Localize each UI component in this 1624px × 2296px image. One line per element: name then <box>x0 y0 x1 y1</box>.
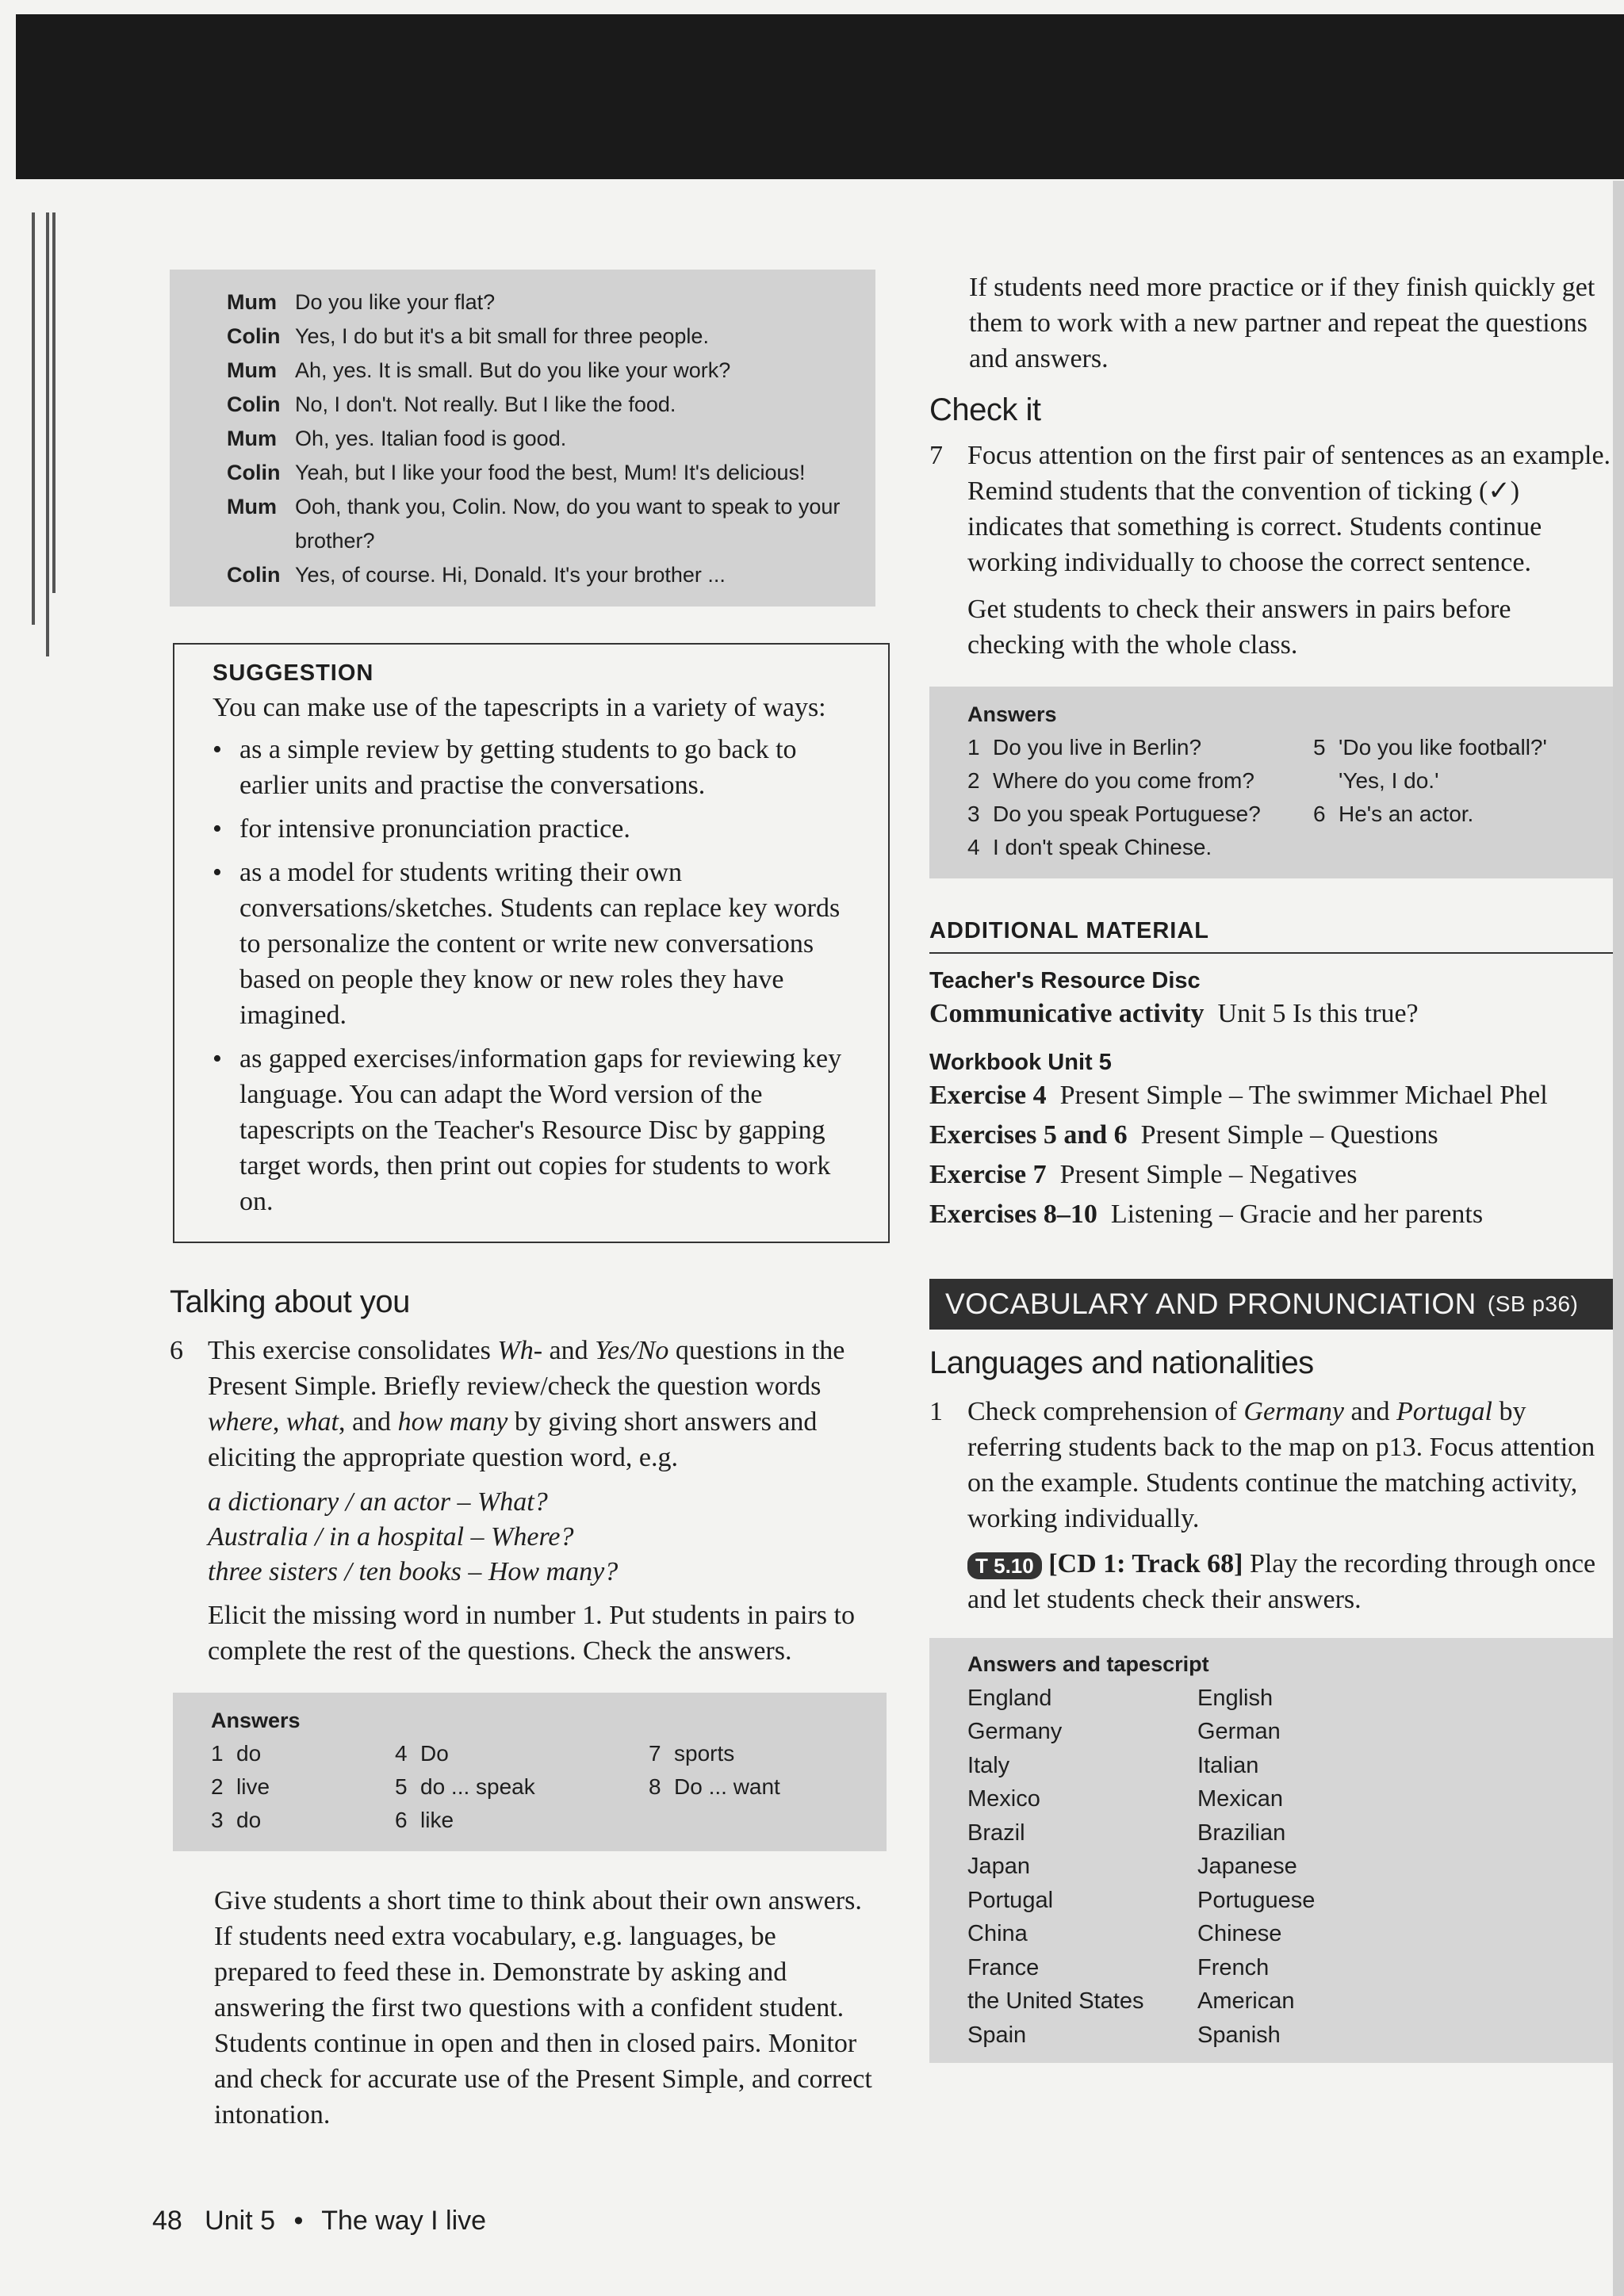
example-line: Australia / in a hospital – Where? <box>208 1522 574 1552</box>
nationality-name: German <box>1197 1719 1281 1744</box>
answers-heading: Answers <box>967 702 1057 726</box>
answer-number: 6 <box>1313 802 1326 826</box>
answer-text: like <box>420 1808 454 1832</box>
answer-number: 4 <box>967 835 980 859</box>
country-name: Portugal <box>967 1887 1054 1913</box>
footer-title: The way I live <box>321 2206 487 2236</box>
nationality-name: Brazilian <box>1197 1820 1286 1846</box>
dialogue-line <box>227 285 856 320</box>
answer-number: 6 <box>395 1808 408 1832</box>
answer-text: He's an actor. <box>1339 802 1474 826</box>
speaker-name: Mum <box>227 495 277 519</box>
page-number: 48 <box>152 2206 182 2236</box>
workbook-heading: Workbook Unit 5 <box>929 1050 1112 1075</box>
page-footer <box>152 2206 486 2237</box>
dialogue-line <box>227 456 856 490</box>
tapescript-dialogue <box>170 270 875 607</box>
dialogue-text: Ah, yes. It is small. But do you like your work? <box>295 358 731 382</box>
country-name: Mexico <box>967 1786 1040 1812</box>
answer-number: 1 <box>967 735 980 760</box>
answer-number: 8 <box>649 1774 661 1799</box>
answer-number: 5 <box>395 1774 408 1799</box>
exercise-1-text: Check comprehension of Germany and Portugal by referring students back to the map on p13. Focus attention on the example. Students continue the matching activity, working individually. <box>967 1397 1595 1533</box>
country-name: France <box>967 1954 1040 1980</box>
nationality-name: English <box>1197 1685 1274 1711</box>
answer-item <box>967 798 1313 831</box>
answer-number: 7 <box>649 1741 661 1766</box>
answer-text: live <box>236 1774 270 1799</box>
answer-item <box>395 1737 649 1770</box>
suggestion-box <box>173 643 890 1243</box>
answer-number: 5 <box>1313 735 1326 760</box>
additional-material-heading: ADDITIONAL MATERIAL <box>929 918 1613 954</box>
workbook-exercise <box>929 1076 1613 1115</box>
answer-text: do ... speak <box>420 1774 535 1799</box>
exercise-label: Exercise 7 <box>929 1160 1047 1189</box>
answer-text: Do ... want <box>674 1774 780 1799</box>
speaker-name: Colin <box>227 563 281 587</box>
footer-separator: • <box>293 2206 304 2236</box>
answer-item <box>395 1770 649 1804</box>
country-name: England <box>967 1685 1052 1711</box>
resource-disc-heading: Teacher's Resource Disc <box>929 968 1201 993</box>
dialogue-line <box>227 422 856 456</box>
speaker-name: Mum <box>227 427 277 450</box>
answer-item <box>967 731 1313 764</box>
page-top-band <box>0 0 1624 181</box>
page-edge-shadow <box>1613 181 1624 2296</box>
exercise-1-recording: T 5.10 [CD 1: Track 68] Play the recording through once and let students check their answers. <box>967 1549 1596 1614</box>
answer-item <box>1313 731 1594 764</box>
exercise-description: Present Simple – The swimmer Michael Phel <box>1059 1081 1548 1110</box>
languages-title: Languages and nationalities <box>929 1345 1314 1380</box>
exercise-description: Present Simple – Questions <box>1140 1120 1438 1150</box>
suggestion-intro: You can make use of the tapescripts in a variety of ways: <box>213 693 826 722</box>
left-column <box>170 270 875 2133</box>
right-column <box>929 270 1613 2063</box>
answer-number: 3 <box>211 1808 224 1832</box>
answer-text: 'Do you like football?' <box>1339 735 1547 760</box>
answer-text: do <box>236 1741 262 1766</box>
speaker-name: Colin <box>227 324 281 348</box>
dialogue-line <box>227 388 856 422</box>
answer-text: 'Yes, I do.' <box>1339 768 1439 793</box>
exercise-6-intro: This exercise consolidates Wh- and Yes/No questions in the Present Simple. Briefly review/check the question words where, what, and how many by giving short answers and eliciting the appropriate question word, e.g. <box>208 1336 845 1472</box>
answer-item <box>211 1770 395 1804</box>
suggestion-item: • for intensive pronunciation practice. <box>213 811 866 847</box>
country-name: Japan <box>967 1854 1031 1879</box>
answer-number <box>649 1804 674 1837</box>
country-name: Brazil <box>967 1820 1025 1846</box>
country-name: Germany <box>967 1719 1063 1744</box>
dialogue-text: Do you like your flat? <box>295 290 496 314</box>
exercise-description: Present Simple – Negatives <box>1059 1160 1358 1189</box>
answer-item <box>649 1804 868 1837</box>
exercise-number: 1 <box>929 1397 943 1426</box>
speaker-name: Colin <box>227 392 281 416</box>
dialogue-text: Ooh, thank you, Colin. Now, do you want to speak to your brother? <box>295 495 841 553</box>
communicative-activity: Communicative activity Unit 5 Is this true? <box>929 999 1419 1028</box>
exercise-label: Exercises 8–10 <box>929 1200 1097 1229</box>
workbook-exercises <box>929 1076 1613 1234</box>
answer-text: sports <box>674 1741 735 1766</box>
exercise-6 <box>170 1333 875 1669</box>
speaker-name: Mum <box>227 358 277 382</box>
answer-text: Do <box>420 1741 449 1766</box>
track-reference: [CD 1: Track 68] <box>1048 1549 1243 1578</box>
workbook-exercise <box>929 1115 1613 1155</box>
answer-text: I don't speak Chinese. <box>993 835 1212 859</box>
black-header-band <box>16 14 1624 179</box>
dialogue-line <box>227 490 856 558</box>
nationality-name: Mexican <box>1197 1786 1283 1812</box>
country-name: China <box>967 1921 1028 1946</box>
exercise-number: 7 <box>929 441 943 470</box>
nationality-name: Spanish <box>1197 2022 1281 2048</box>
answer-number: 2 <box>211 1774 224 1799</box>
vocabulary-banner <box>929 1279 1613 1330</box>
speaker-name: Colin <box>227 461 281 484</box>
answer-item <box>967 831 1313 864</box>
extra-practice-note: If students need more practice or if they finish quickly get them to work with a new partner and repeat the questions and answers. <box>969 273 1595 373</box>
example-list <box>208 1485 875 1590</box>
answer-item <box>1313 798 1594 831</box>
answer-number: 1 <box>211 1741 224 1766</box>
dialogue-text: No, I don't. Not really. But I like the food. <box>295 392 676 416</box>
answer-text: do <box>236 1808 262 1832</box>
binding-edge <box>0 181 63 2296</box>
answer-item <box>211 1737 395 1770</box>
answer-text: Where do you come from? <box>993 768 1254 793</box>
footer-unit: Unit 5 <box>205 2206 275 2236</box>
exercise-7 <box>929 438 1613 663</box>
answers-box-6 <box>173 1693 887 1851</box>
nationality-name: Japanese <box>1197 1854 1297 1879</box>
answer-item <box>649 1737 868 1770</box>
dialogue-line <box>227 558 856 592</box>
answer-item <box>1313 764 1594 798</box>
answer-text: Do you speak Portuguese? <box>993 802 1261 826</box>
dialogue-line <box>227 320 856 354</box>
answer-number: 3 <box>967 802 980 826</box>
answers-tapescript-box <box>929 1638 1613 2063</box>
answer-text: Do you live in Berlin? <box>993 735 1202 760</box>
workbook-exercise <box>929 1155 1613 1195</box>
suggestion-item: • as a simple review by getting students to go back to earlier units and practise the conversations. <box>213 732 866 803</box>
answer-item <box>967 764 1313 798</box>
check-it-title: Check it <box>929 392 1041 427</box>
dialogue-text: Yes, of course. Hi, Donald. It's your brother ... <box>295 563 726 587</box>
dialogue-line <box>227 354 856 388</box>
answers-box-7 <box>929 687 1613 878</box>
example-line: a dictionary / an actor – What? <box>208 1487 548 1517</box>
nationality-name: Chinese <box>1197 1921 1282 1946</box>
exercise-label: Exercise 4 <box>929 1081 1047 1110</box>
exercise-number: 6 <box>170 1336 183 1365</box>
answer-item <box>211 1804 395 1837</box>
country-name: Italy <box>967 1752 1010 1778</box>
country-name: Spain <box>967 2022 1027 2048</box>
exercise-7-pairs: Get students to check their answers in pairs before checking with the whole class. <box>967 595 1511 660</box>
suggestion-item: • as a model for students writing their own conversations/sketches. Students can replace key words to personalize the content or write new conversations based on people they know or new roles they have imagined. <box>213 855 866 1033</box>
answers-heading: Answers and tapescript <box>967 1652 1209 1676</box>
country-name: the United States <box>967 1988 1144 2014</box>
speaker-name: Mum <box>227 290 277 314</box>
nationality-name: Italian <box>1197 1752 1259 1778</box>
exercise-label: Exercises 5 and 6 <box>929 1120 1128 1150</box>
banner-title: VOCABULARY AND PRONUNCIATION <box>945 1288 1477 1320</box>
banner-reference: (SB p36) <box>1487 1292 1579 1316</box>
dialogue-text: Yes, I do but it's a bit small for three people. <box>295 324 709 348</box>
exercise-6-instructions: Elicit the missing word in number 1. Put students in pairs to complete the rest of the questions. Check the answers. <box>208 1601 855 1666</box>
workbook-exercise <box>929 1195 1613 1234</box>
answers-heading: Answers <box>211 1709 301 1732</box>
track-badge: T 5.10 <box>967 1552 1042 1579</box>
suggestion-item: • as gapped exercises/information gaps for reviewing key language. You can adapt the Word version of the tapescripts on the Teacher's Resource Disc by gapping target words, then print out copies for students to work on. <box>213 1041 866 1219</box>
exercise-description: Listening – Gracie and her parents <box>1110 1200 1484 1229</box>
answer-number: 4 <box>395 1741 408 1766</box>
exercise-7-text: Focus attention on the first pair of sentences as an example. Remind students that the convention of ticking (✓) indicates that something is correct. Students continue working individually to choose the correct sentence. <box>967 441 1611 577</box>
dialogue-text: Yeah, but I like your food the best, Mum! It's delicious! <box>295 461 806 484</box>
nationality-name: Portuguese <box>1197 1887 1316 1913</box>
answer-number: 2 <box>967 768 980 793</box>
exercise-6-followup: Give students a short time to think about their own answers. If students need extra vocabulary, e.g. languages, be prepared to feed these in. Demonstrate by asking and answering the first two questions with a confident student. Students continue in open and then in closed pairs. Monitor and check for accurate use of the Present Simple, and correct intonation. <box>214 1886 872 2130</box>
dialogue-text: Oh, yes. Italian food is good. <box>295 427 567 450</box>
answer-item <box>649 1770 868 1804</box>
answer-item <box>395 1804 649 1837</box>
nationality-name: French <box>1197 1954 1270 1980</box>
nationality-name: American <box>1197 1988 1295 2014</box>
talking-about-you-title: Talking about you <box>170 1284 410 1319</box>
suggestion-list <box>213 732 866 1219</box>
suggestion-heading: SUGGESTION <box>213 660 374 686</box>
example-line: three sisters / ten books – How many? <box>208 1557 619 1586</box>
exercise-1 <box>929 1394 1613 1617</box>
answer-number <box>1313 764 1339 798</box>
